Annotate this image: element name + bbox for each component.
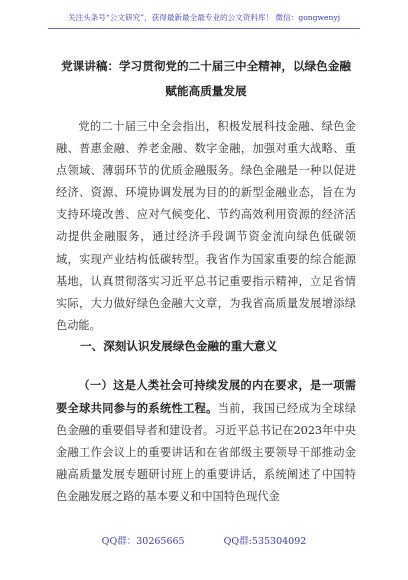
paragraph-section-1 xyxy=(56,374,356,509)
section-heading: 一、深刻认识发展绿色金融的重大意义 xyxy=(80,339,278,353)
page-footer xyxy=(0,533,408,547)
footer-qq-group-2: QQ群:535304092 xyxy=(223,536,307,547)
paragraph-lead-bold: （一）这是人类社会可持续发展的内在要求，是一项需要全球共同参与的系统性工程。 xyxy=(56,378,356,416)
footer-qq-group-1: QQ群：30265665 xyxy=(101,536,185,547)
document-title: 党课讲稿：学习贯彻党的二十届三中全精神，以绿色金融赋能高质量发展 xyxy=(61,59,351,98)
paragraph-body: 当前，我国已经成为全球绿色金融的重要倡导者和建设者。习近平总书记在2023年中央金融工作会议上的重要讲话和在省部级主要领导干部推动金融高质量发展专题研讨班上的重要讲话，系统阐述了中国特色金融发展之路的基本要义和中国特色现代金 xyxy=(56,402,356,504)
paragraph-intro: 党的二十届三中全会指出，积极发展科技金融、绿色金融、普惠金融、养老金融、数字金融，加强对重大战略、重点领域、薄弱环节的优质金融服务。绿色金融是一种以促进经济、资源、环境协调发展为目的的新型金融业态，旨在为支持环境改善、应对气候变化、节约高效利用资源的经济活动提供金融服务，通过经济手段调节资金流向绿色低碳领域，实现产业结构低碳转型。我省作为国家重要的综合能源基地，认真贯彻落实习近平总书记重要指示精神，立足省情实际，大力做好绿色金融大文章，为我省高质量发展增添绿色动能。 xyxy=(56,120,356,332)
page-header: 关注头条号“公文研究”，获得最新最全最专业的公文资料库！ 微信：gongwenyj xyxy=(48,12,360,29)
